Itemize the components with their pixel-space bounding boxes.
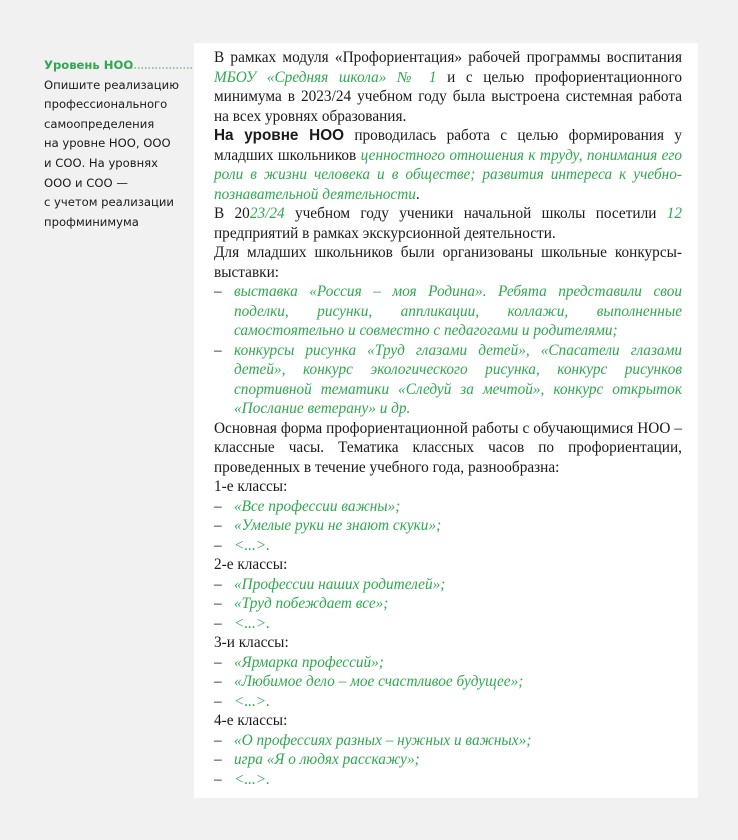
school-name: МБОУ «Средняя школа» № 1 [214,68,437,86]
list-item: – «Умелые руки не знают скуки»; [214,516,682,536]
grade-label: 2-е классы: [214,556,288,573]
list-item: – <...>. [214,770,682,790]
school-year: 23/24 [249,205,285,222]
grade-section-3 [214,633,682,711]
grade-label: 1-е классы: [214,478,288,495]
list-item: – «Ярмарка профессий»; [214,653,682,673]
contests-list [214,282,682,419]
excursions-paragraph: В 2023/24 учебном году ученики начальной школы посетили 12 предприятий в рамках экскурсионной деятельности. [214,205,682,242]
noo-paragraph: На уровне НОО проводилась работа с целью формирования у младших школьников ценностного отношения к труду, понимания его роли в жизни человека и в обществе; развития интереса к учебно-познавательной деятельности. [214,127,682,203]
document-body [214,48,682,789]
grade-label: 4-е классы: [214,712,288,729]
grade-section-4 [214,711,682,789]
noo-goals: ценностного отношения к труду, понимания его роли в жизни человека и в обществе; развития интереса к учебно-познавательной деятельности [214,146,682,203]
intro-paragraph: В рамках модуля «Профориентация» рабочей программы воспитания МБОУ «Средняя школа» № 1 и с целью профориентационного минимума в 2023/24 учебном году была выстроена системная работа на всех уровнях образования. [214,49,682,125]
grade-topics [214,731,682,790]
sidebar-title: Уровень НОО [44,58,134,72]
contests-intro: Для младших школьников были организованы школьные конкурсы-выставки: [214,244,682,281]
list-item: – «Любимое дело – мое счастливое будущее»; [214,672,682,692]
list-item: – «Труд побеждает все»; [214,594,682,614]
list-item: – <...>. [214,692,682,712]
sidebar-note [44,56,184,232]
list-item: – «Профессии наших родителей»; [214,575,682,595]
list-item: – «Все профессии важны»; [214,497,682,517]
list-item: – игра «Я о людях расскажу»; [214,750,682,770]
list-item: – «О профессиях разных – нужных и важных»; [214,731,682,751]
class-hours-paragraph: Основная форма профориентационной работы с обучающимися НОО – классные часы. Тематика классных часов по профориентации, проведенных в течение учебного года, разнообразна: [214,419,682,476]
grade-section-2 [214,555,682,633]
grade-label: 3-и классы: [214,634,289,651]
grade-section-1 [214,477,682,555]
list-item: – <...>. [214,614,682,634]
sidebar-instructions: Опишите реализацию профессионального самоопределения на уровне НОО, ООО и СОО. На уровнях ООО и СОО — с учетом реализации профминимума [44,77,179,229]
grade-topics [214,575,682,634]
list-item: – выставка «Россия – моя Родина». Ребята представили свои поделки, рисунки, аппликации, коллажи, выполненные самостоятельно и совместно с педагогами и родителями; [214,282,682,341]
grade-topics [214,653,682,712]
enterprise-count: 12 [666,205,682,222]
list-item: – конкурсы рисунка «Труд глазами детей», «Спасатели глазами детей», конкурс экологического рисунка, конкурс рисунков спортивной тематики «Следуй за мечтой», конкурс открыток «Послание ветерану» и др. [214,341,682,419]
grade-topics [214,497,682,556]
list-item: – <...>. [214,536,682,556]
noo-heading: На уровне НОО [214,127,345,144]
